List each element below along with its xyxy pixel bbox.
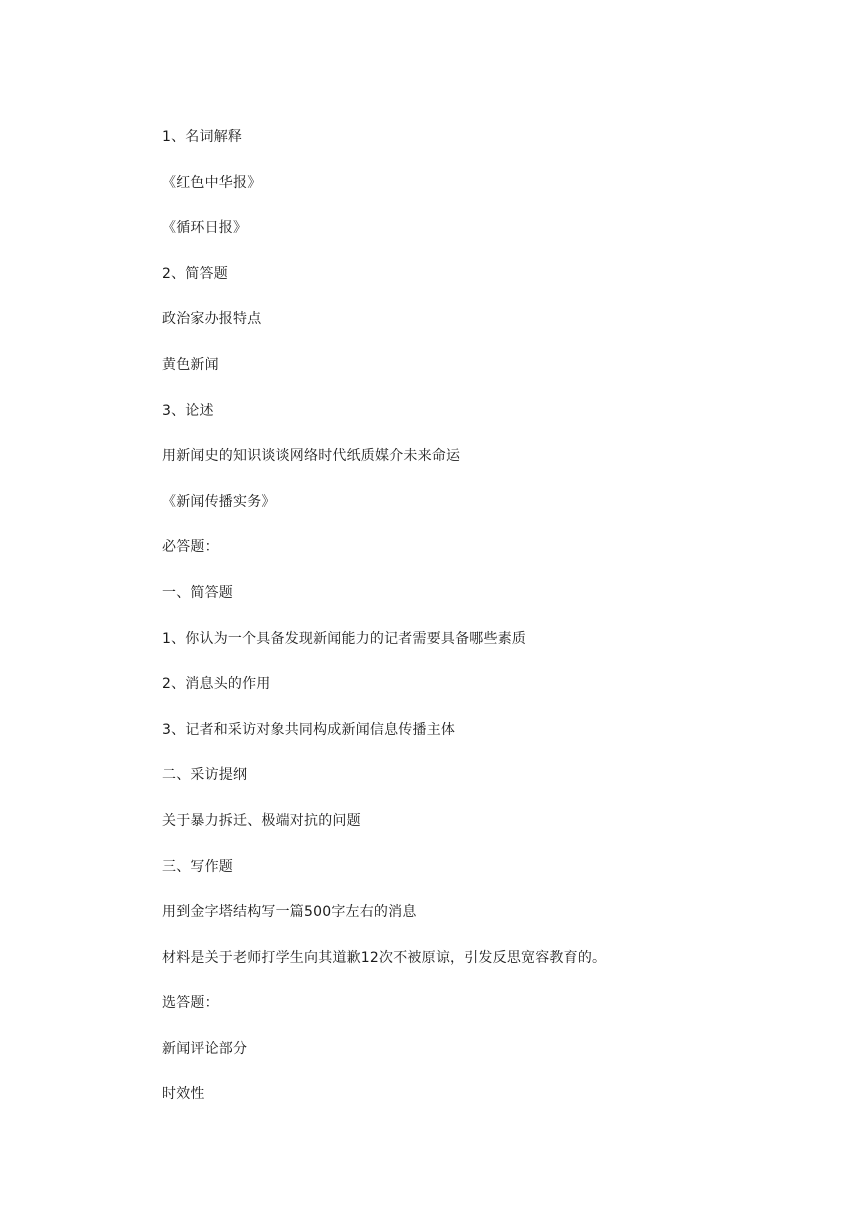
section-short-answer: 一、简答题 <box>162 584 233 601</box>
heading-required-questions: 必答题： <box>162 539 219 556</box>
section-news-commentary: 新闻评论部分 <box>162 1040 248 1057</box>
heading-essay: 3、论述 <box>162 402 214 419</box>
term-red-china-newspaper: 《红色中华报》 <box>162 174 262 191</box>
question-reporter-qualities: 1、你认为一个具备发现新闻能力的记者需要具备哪些素质 <box>162 630 527 647</box>
document-body <box>162 127 802 1130</box>
question-material-description: 材料是关于老师打学生向其道歉12次不被原谅，引发反思宽容教育的。 <box>162 949 607 966</box>
question-yellow-journalism: 黄色新闻 <box>162 356 219 373</box>
term-circulation-daily: 《循环日报》 <box>162 220 248 237</box>
question-politician-journalism: 政治家办报特点 <box>162 311 262 328</box>
question-reporter-source-subject: 3、记者和采访对象共同构成新闻信息传播主体 <box>162 721 456 738</box>
heading-short-answer: 2、简答题 <box>162 265 228 282</box>
subject-title-news-practice: 《新闻传播实务》 <box>162 493 276 510</box>
heading-noun-explanation: 1、名词解释 <box>162 129 243 145</box>
section-writing: 三、写作题 <box>162 858 233 875</box>
question-pyramid-structure: 用到金字塔结构写一篇500字左右的消息 <box>162 904 417 921</box>
heading-optional-questions: 选答题： <box>162 995 219 1012</box>
section-interview-outline: 二、采访提纲 <box>162 767 248 784</box>
question-dateline-role: 2、消息头的作用 <box>162 676 271 693</box>
question-print-media-future: 用新闻史的知识谈谈网络时代纸质媒介未来命运 <box>162 448 461 465</box>
question-forced-demolition: 关于暴力拆迁、极端对抗的问题 <box>162 812 361 829</box>
question-timeliness: 时效性 <box>162 1086 205 1103</box>
